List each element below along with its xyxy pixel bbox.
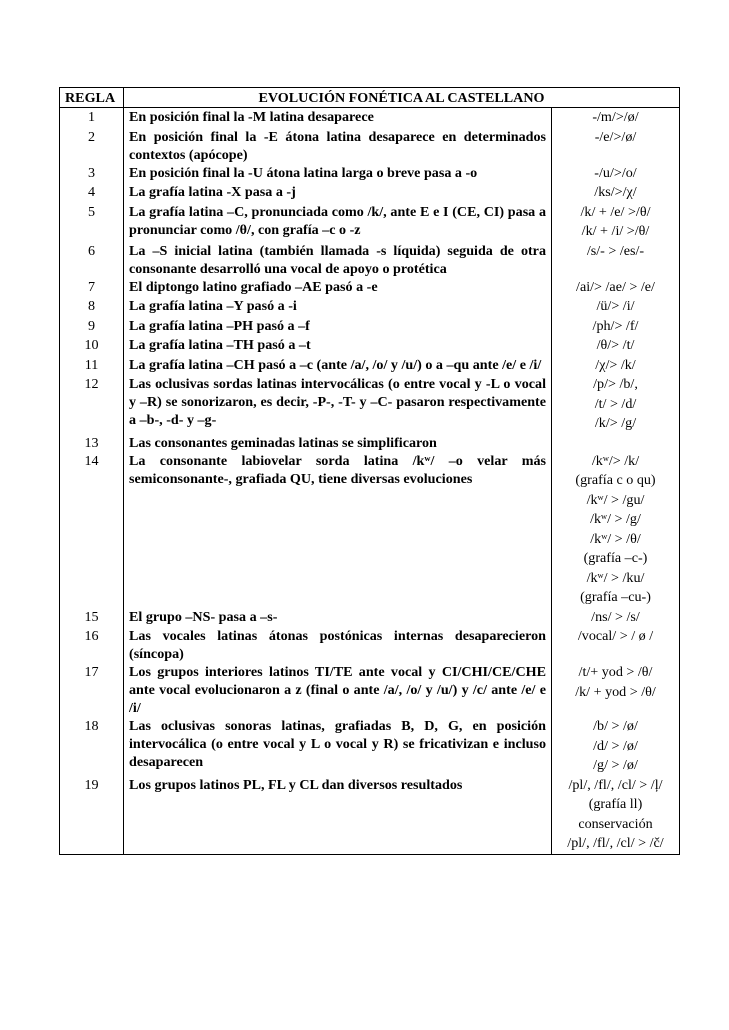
rule-description: La consonante labiovelar sorda latina /kʷ/ –o velar más semiconsonante-, grafiada QU, tiene diversas evoluciones	[124, 452, 552, 608]
table-row	[60, 663, 680, 717]
result-line: /g/ > /ø/	[593, 757, 638, 773]
result-line: /s/- > /es/-	[586, 242, 645, 259]
rule-result	[552, 608, 680, 628]
rule-number: 1	[60, 108, 124, 128]
rule-number: 19	[60, 776, 124, 855]
rule-result	[552, 356, 680, 376]
rule-number: 18	[60, 717, 124, 776]
table-row	[60, 717, 680, 776]
result-line: /ns/ > /s/	[591, 608, 640, 625]
rule-description: En posición final la -M latina desaparece	[124, 108, 552, 128]
rule-description: La –S inicial latina (también llamada -s líquida) seguida de otra consonante desarrolló una vocal de apoyo o protética	[124, 242, 552, 278]
table-row	[60, 608, 680, 628]
table-row	[60, 356, 680, 376]
table-row	[60, 336, 680, 356]
rule-number: 14	[60, 452, 124, 608]
rule-result	[552, 663, 680, 717]
rule-description: El grupo –NS- pasa a –s-	[124, 608, 552, 628]
result-line: /kʷ/ > /θ/	[590, 530, 641, 547]
result-line: /ph/> /f/	[592, 317, 639, 334]
rule-result	[552, 317, 680, 337]
rule-column-header: REGLA	[60, 88, 124, 108]
rule-number: 4	[60, 183, 124, 203]
table-row	[60, 297, 680, 317]
header-row	[60, 88, 680, 108]
result-line: (grafía –c-)	[583, 550, 648, 566]
rule-result	[552, 297, 680, 317]
table-row	[60, 203, 680, 242]
table-row	[60, 183, 680, 203]
rule-description: La grafía latina –PH pasó a –f	[124, 317, 552, 337]
rule-result	[552, 336, 680, 356]
result-line: /t/+ yod > /θ/	[578, 664, 653, 680]
rule-number: 10	[60, 336, 124, 356]
table-row	[60, 434, 680, 452]
rule-number: 15	[60, 608, 124, 628]
rule-result	[552, 452, 680, 608]
result-line: /k/ + yod > /θ/	[575, 683, 656, 700]
rule-result	[552, 203, 680, 242]
rule-result	[552, 242, 680, 278]
result-line: -/e/>/ø/	[594, 128, 637, 145]
table-row	[60, 278, 680, 298]
table-title: EVOLUCIÓN FONÉTICA AL CASTELLANO	[124, 88, 680, 108]
table-row	[60, 776, 680, 855]
rule-result	[552, 434, 680, 452]
rule-result	[552, 375, 680, 434]
rule-result	[552, 627, 680, 663]
table-row	[60, 627, 680, 663]
result-line: /b/ > /ø/	[593, 718, 638, 734]
result-line: -/m/>/ø/	[592, 109, 639, 125]
table-row	[60, 128, 680, 164]
rule-description: Las vocales latinas átonas postónicas internas desaparecieron (síncopa)	[124, 627, 552, 663]
rule-number: 12	[60, 375, 124, 434]
rule-description: En posición final la -E átona latina desaparece en determinados contextos (apócope)	[124, 128, 552, 164]
rule-result	[552, 183, 680, 203]
rule-number: 17	[60, 663, 124, 717]
phonetic-evolution-table	[59, 87, 680, 855]
result-line: /ks/>/χ/	[594, 184, 637, 200]
result-line: /ai/> /ae/ > /e/	[576, 278, 655, 295]
result-line: -/u/>/o/	[594, 164, 637, 181]
rule-description: Los grupos interiores latinos TI/TE ante vocal y CI/CHI/CE/CHE ante vocal evolucionaron a z (final o ante /a/, /o/ y /u/) y /c/ ante /e/ e /i/	[124, 663, 552, 717]
result-line: /p/> /b/,	[593, 376, 638, 392]
rule-description: La grafía latina -X pasa a -j	[124, 183, 552, 203]
rule-result	[552, 164, 680, 184]
rule-number: 7	[60, 278, 124, 298]
result-line: /kʷ/ > /g/	[590, 511, 641, 527]
result-line: /kʷ/ > /ku/	[586, 569, 645, 586]
result-line: (grafía –cu-)	[580, 589, 651, 605]
rule-number: 2	[60, 128, 124, 164]
table-row	[60, 242, 680, 278]
rule-result	[552, 717, 680, 776]
table-row	[60, 164, 680, 184]
rule-number: 6	[60, 242, 124, 278]
table-body	[60, 108, 680, 855]
rule-description: La grafía latina –C, pronunciada como /k/, ante E e I (CE, CI) pasa a pronunciar como /θ/, con grafía –c o -z	[124, 203, 552, 242]
rule-description: La grafía latina –CH pasó a –c (ante /a/, /o/ y /u/) o a –qu ante /e/ e /i/	[124, 356, 552, 376]
rule-number: 16	[60, 627, 124, 663]
result-line: /ü/> /i/	[596, 298, 635, 314]
result-line: (grafía ll)	[588, 796, 643, 812]
result-line: /vocal/ > / ø /	[577, 628, 654, 644]
table-row	[60, 375, 680, 434]
result-line: /k/> /g/	[594, 415, 637, 431]
result-line: /θ/> /t/	[596, 337, 635, 353]
result-line: /k/ + /i/ >/θ/	[581, 223, 650, 239]
rule-description: La grafía latina –TH pasó a –t	[124, 336, 552, 356]
rule-number: 13	[60, 434, 124, 452]
result-line: /kʷ/> /k/	[591, 452, 640, 469]
rule-result	[552, 108, 680, 128]
rule-description: Las consonantes geminadas latinas se simplificaron	[124, 434, 552, 452]
result-line: /pl/, /fl/, /cl/ > /č/	[567, 835, 664, 851]
rule-result	[552, 278, 680, 298]
rule-number: 3	[60, 164, 124, 184]
rule-result	[552, 776, 680, 855]
table-row	[60, 452, 680, 608]
rule-description: El diptongo latino grafiado –AE pasó a -e	[124, 278, 552, 298]
rule-number: 8	[60, 297, 124, 317]
rule-description: Las oclusivas sonoras latinas, grafiadas B, D, G, en posición intervocálica (o entre vocal y L o vocal y R) se fricativizan e incluso desaparecen	[124, 717, 552, 776]
result-line: /k/ + /e/ >/θ/	[580, 203, 651, 220]
result-line: /d/ > /ø/	[593, 737, 638, 754]
rule-description: Las oclusivas sordas latinas intervocálicas (o entre vocal y -L o vocal y –R) se sonorizaron, es decir, -P-, -T- y –C- pasaron respectivamente a –b-, -d- y –g-	[124, 375, 552, 434]
rule-description: Los grupos latinos PL, FL y CL dan diversos resultados	[124, 776, 552, 855]
result-line: /t/ > /d/	[594, 395, 637, 412]
result-line: (grafía c o qu)	[575, 472, 656, 488]
rule-description: La grafía latina –Y pasó a -i	[124, 297, 552, 317]
rule-number: 11	[60, 356, 124, 376]
rule-result	[552, 128, 680, 164]
rule-number: 9	[60, 317, 124, 337]
table-row	[60, 317, 680, 337]
result-line: /χ/> /k/	[595, 356, 636, 373]
result-line: /pl/, /fl/, /cl/ > /ļ/	[568, 776, 663, 793]
rule-number: 5	[60, 203, 124, 242]
result-line: /kʷ/ > /gu/	[586, 491, 645, 508]
table-row	[60, 108, 680, 128]
rule-description: En posición final la -U átona latina larga o breve pasa a -o	[124, 164, 552, 184]
result-line: conservación	[578, 815, 653, 832]
